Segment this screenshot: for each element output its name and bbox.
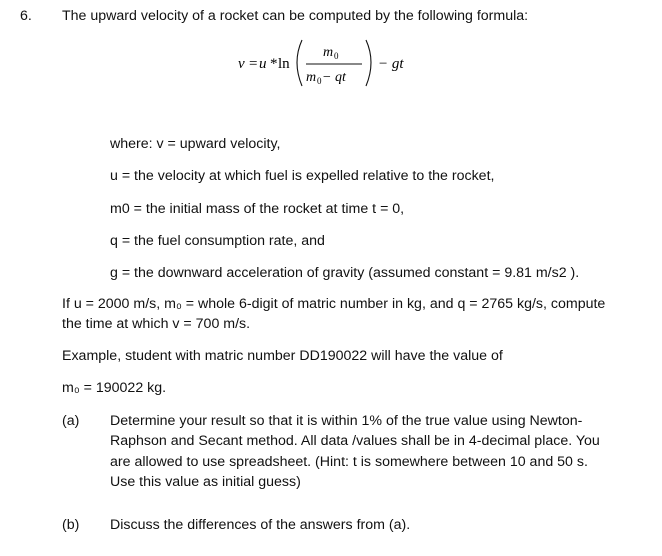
formula-star: * bbox=[270, 56, 278, 72]
velocity-formula bbox=[232, 34, 432, 90]
example-line-2: m₀ = 190022 kg. bbox=[62, 380, 167, 396]
given-line-1: If u = 2000 m/s, m₀ = whole 6-digit of matric number in kg, and q = 2765 kg/s, compute bbox=[62, 296, 606, 312]
definition-m0: m0 = the initial mass of the rocket at time t = 0, bbox=[110, 201, 405, 217]
formula-tail: − gt bbox=[378, 56, 404, 72]
definition-u: u = the velocity at which fuel is expelled relative to the rocket, bbox=[110, 168, 495, 184]
question-title: The upward velocity of a rocket can be computed by the following formula: bbox=[62, 8, 529, 24]
part-a-line-2: Raphson and Secant method. All data /values shall be in 4-decimal place. You bbox=[110, 433, 600, 449]
definition-g: g = the downward acceleration of gravity (assumed constant = 9.81 m/s2 ). bbox=[110, 265, 580, 281]
formula-denom-m: m bbox=[306, 70, 317, 85]
part-b-label: (b) bbox=[62, 517, 80, 533]
formula-right-paren bbox=[366, 40, 371, 86]
formula-numerator-sub: 0 bbox=[334, 51, 339, 61]
formula-left-paren bbox=[297, 40, 302, 86]
part-a-label: (a) bbox=[62, 413, 80, 429]
part-a-line-3: are allowed to use spreadsheet. (Hint: t is somewhere between 10 and 50 s. bbox=[110, 454, 588, 470]
formula-u: u bbox=[259, 56, 267, 72]
given-line-2: the time at which v = 700 m/s. bbox=[62, 316, 251, 332]
part-a-line-1: Determine your result so that it is within 1% of the true value using Newton- bbox=[110, 413, 583, 429]
definition-q: q = the fuel consumption rate, and bbox=[110, 233, 325, 249]
definition-v: where: v = upward velocity, bbox=[110, 136, 281, 152]
formula-denom-rest: − qt bbox=[322, 70, 346, 85]
formula-equals: = bbox=[249, 56, 258, 72]
question-number: 6. bbox=[20, 8, 32, 24]
formula-denom-sub: 0 bbox=[317, 76, 322, 86]
example-line-1: Example, student with matric number DD190022 will have the value of bbox=[62, 348, 503, 364]
formula-ln: ln bbox=[278, 56, 290, 72]
part-a-line-4: Use this value as initial guess) bbox=[110, 474, 301, 490]
formula-v: v bbox=[238, 56, 245, 72]
formula-numerator: m bbox=[323, 45, 334, 60]
part-b-line-1: Discuss the differences of the answers from (a). bbox=[110, 517, 411, 533]
